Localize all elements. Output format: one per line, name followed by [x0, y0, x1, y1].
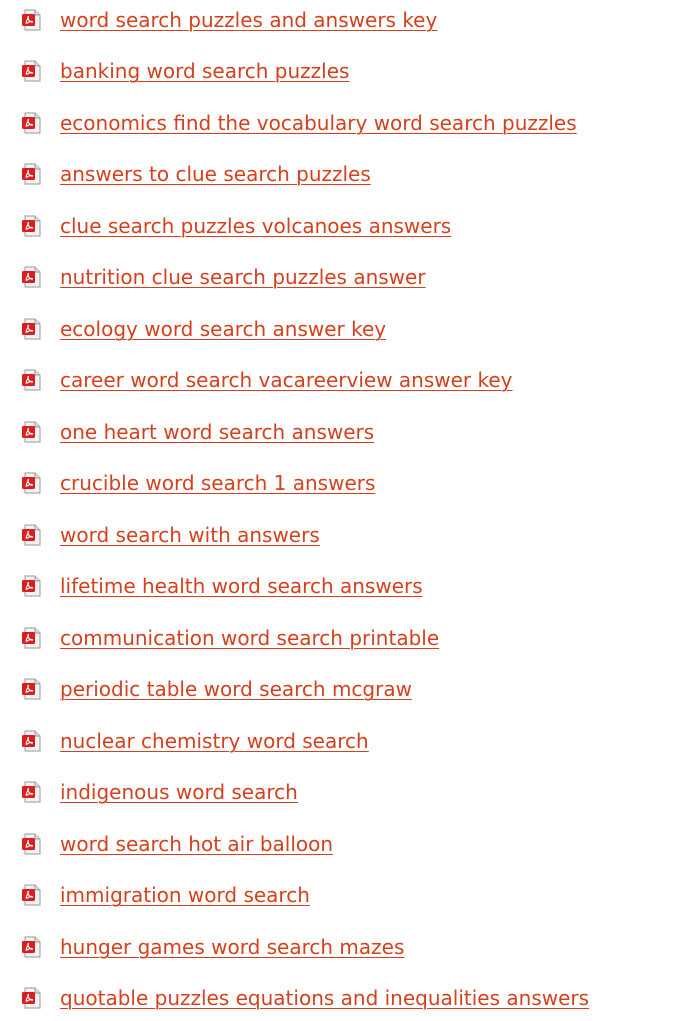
pdf-file-icon — [21, 369, 43, 391]
list-item — [0, 779, 682, 805]
pdf-file-icon — [21, 987, 43, 1009]
pdf-file-icon — [21, 9, 43, 31]
pdf-file-icon — [21, 936, 43, 958]
list-item — [0, 58, 682, 84]
list-item — [0, 934, 682, 960]
list-item — [0, 625, 682, 651]
pdf-file-icon — [21, 163, 43, 185]
list-item — [0, 419, 682, 445]
pdf-link[interactable]: one heart word search answers — [60, 420, 375, 444]
pdf-link[interactable]: lifetime health word search answers — [60, 574, 423, 598]
pdf-link[interactable]: hunger games word search mazes — [60, 935, 405, 959]
pdf-file-icon — [21, 266, 43, 288]
pdf-link[interactable]: career word search vacareerview answer key — [60, 368, 513, 392]
pdf-file-icon — [21, 215, 43, 237]
list-item — [0, 676, 682, 702]
pdf-link[interactable]: immigration word search — [60, 883, 310, 907]
list-item — [0, 367, 682, 393]
pdf-link[interactable]: indigenous word search — [60, 780, 298, 804]
pdf-link[interactable]: answers to clue search puzzles — [60, 162, 371, 186]
pdf-file-icon — [21, 678, 43, 700]
list-item — [0, 264, 682, 290]
pdf-link[interactable]: economics find the vocabulary word search puzzles — [60, 111, 577, 135]
pdf-link[interactable]: ecology word search answer key — [60, 317, 387, 341]
pdf-file-icon — [21, 421, 43, 443]
pdf-link[interactable]: word search puzzles and answers key — [60, 8, 438, 32]
list-item — [0, 522, 682, 548]
list-item — [0, 213, 682, 239]
pdf-link[interactable]: crucible word search 1 answers — [60, 471, 376, 495]
pdf-link[interactable]: communication word search printable — [60, 626, 440, 650]
list-item — [0, 882, 682, 908]
list-item — [0, 470, 682, 496]
pdf-link[interactable]: nutrition clue search puzzles answer — [60, 265, 426, 289]
list-item — [0, 728, 682, 754]
pdf-link[interactable]: periodic table word search mcgraw — [60, 677, 412, 701]
pdf-file-icon — [21, 730, 43, 752]
pdf-link[interactable]: word search hot air balloon — [60, 832, 334, 856]
list-item — [0, 161, 682, 187]
pdf-file-icon — [21, 575, 43, 597]
pdf-link[interactable]: clue search puzzles volcanoes answers — [60, 214, 452, 238]
list-item — [0, 110, 682, 136]
list-item — [0, 573, 682, 599]
pdf-file-icon — [21, 884, 43, 906]
pdf-link[interactable]: word search with answers — [60, 523, 320, 547]
pdf-file-icon — [21, 524, 43, 546]
list-item — [0, 7, 682, 33]
list-item — [0, 831, 682, 857]
pdf-file-icon — [21, 112, 43, 134]
pdf-link[interactable]: banking word search puzzles — [60, 59, 350, 83]
pdf-file-icon — [21, 318, 43, 340]
pdf-file-icon — [21, 833, 43, 855]
list-item — [0, 985, 682, 1011]
pdf-link[interactable]: quotable puzzles equations and inequalities answers — [60, 986, 590, 1010]
pdf-file-icon — [21, 627, 43, 649]
pdf-file-icon — [21, 781, 43, 803]
list-item — [0, 316, 682, 342]
pdf-file-icon — [21, 60, 43, 82]
pdf-link[interactable]: nuclear chemistry word search — [60, 729, 369, 753]
pdf-file-icon — [21, 472, 43, 494]
